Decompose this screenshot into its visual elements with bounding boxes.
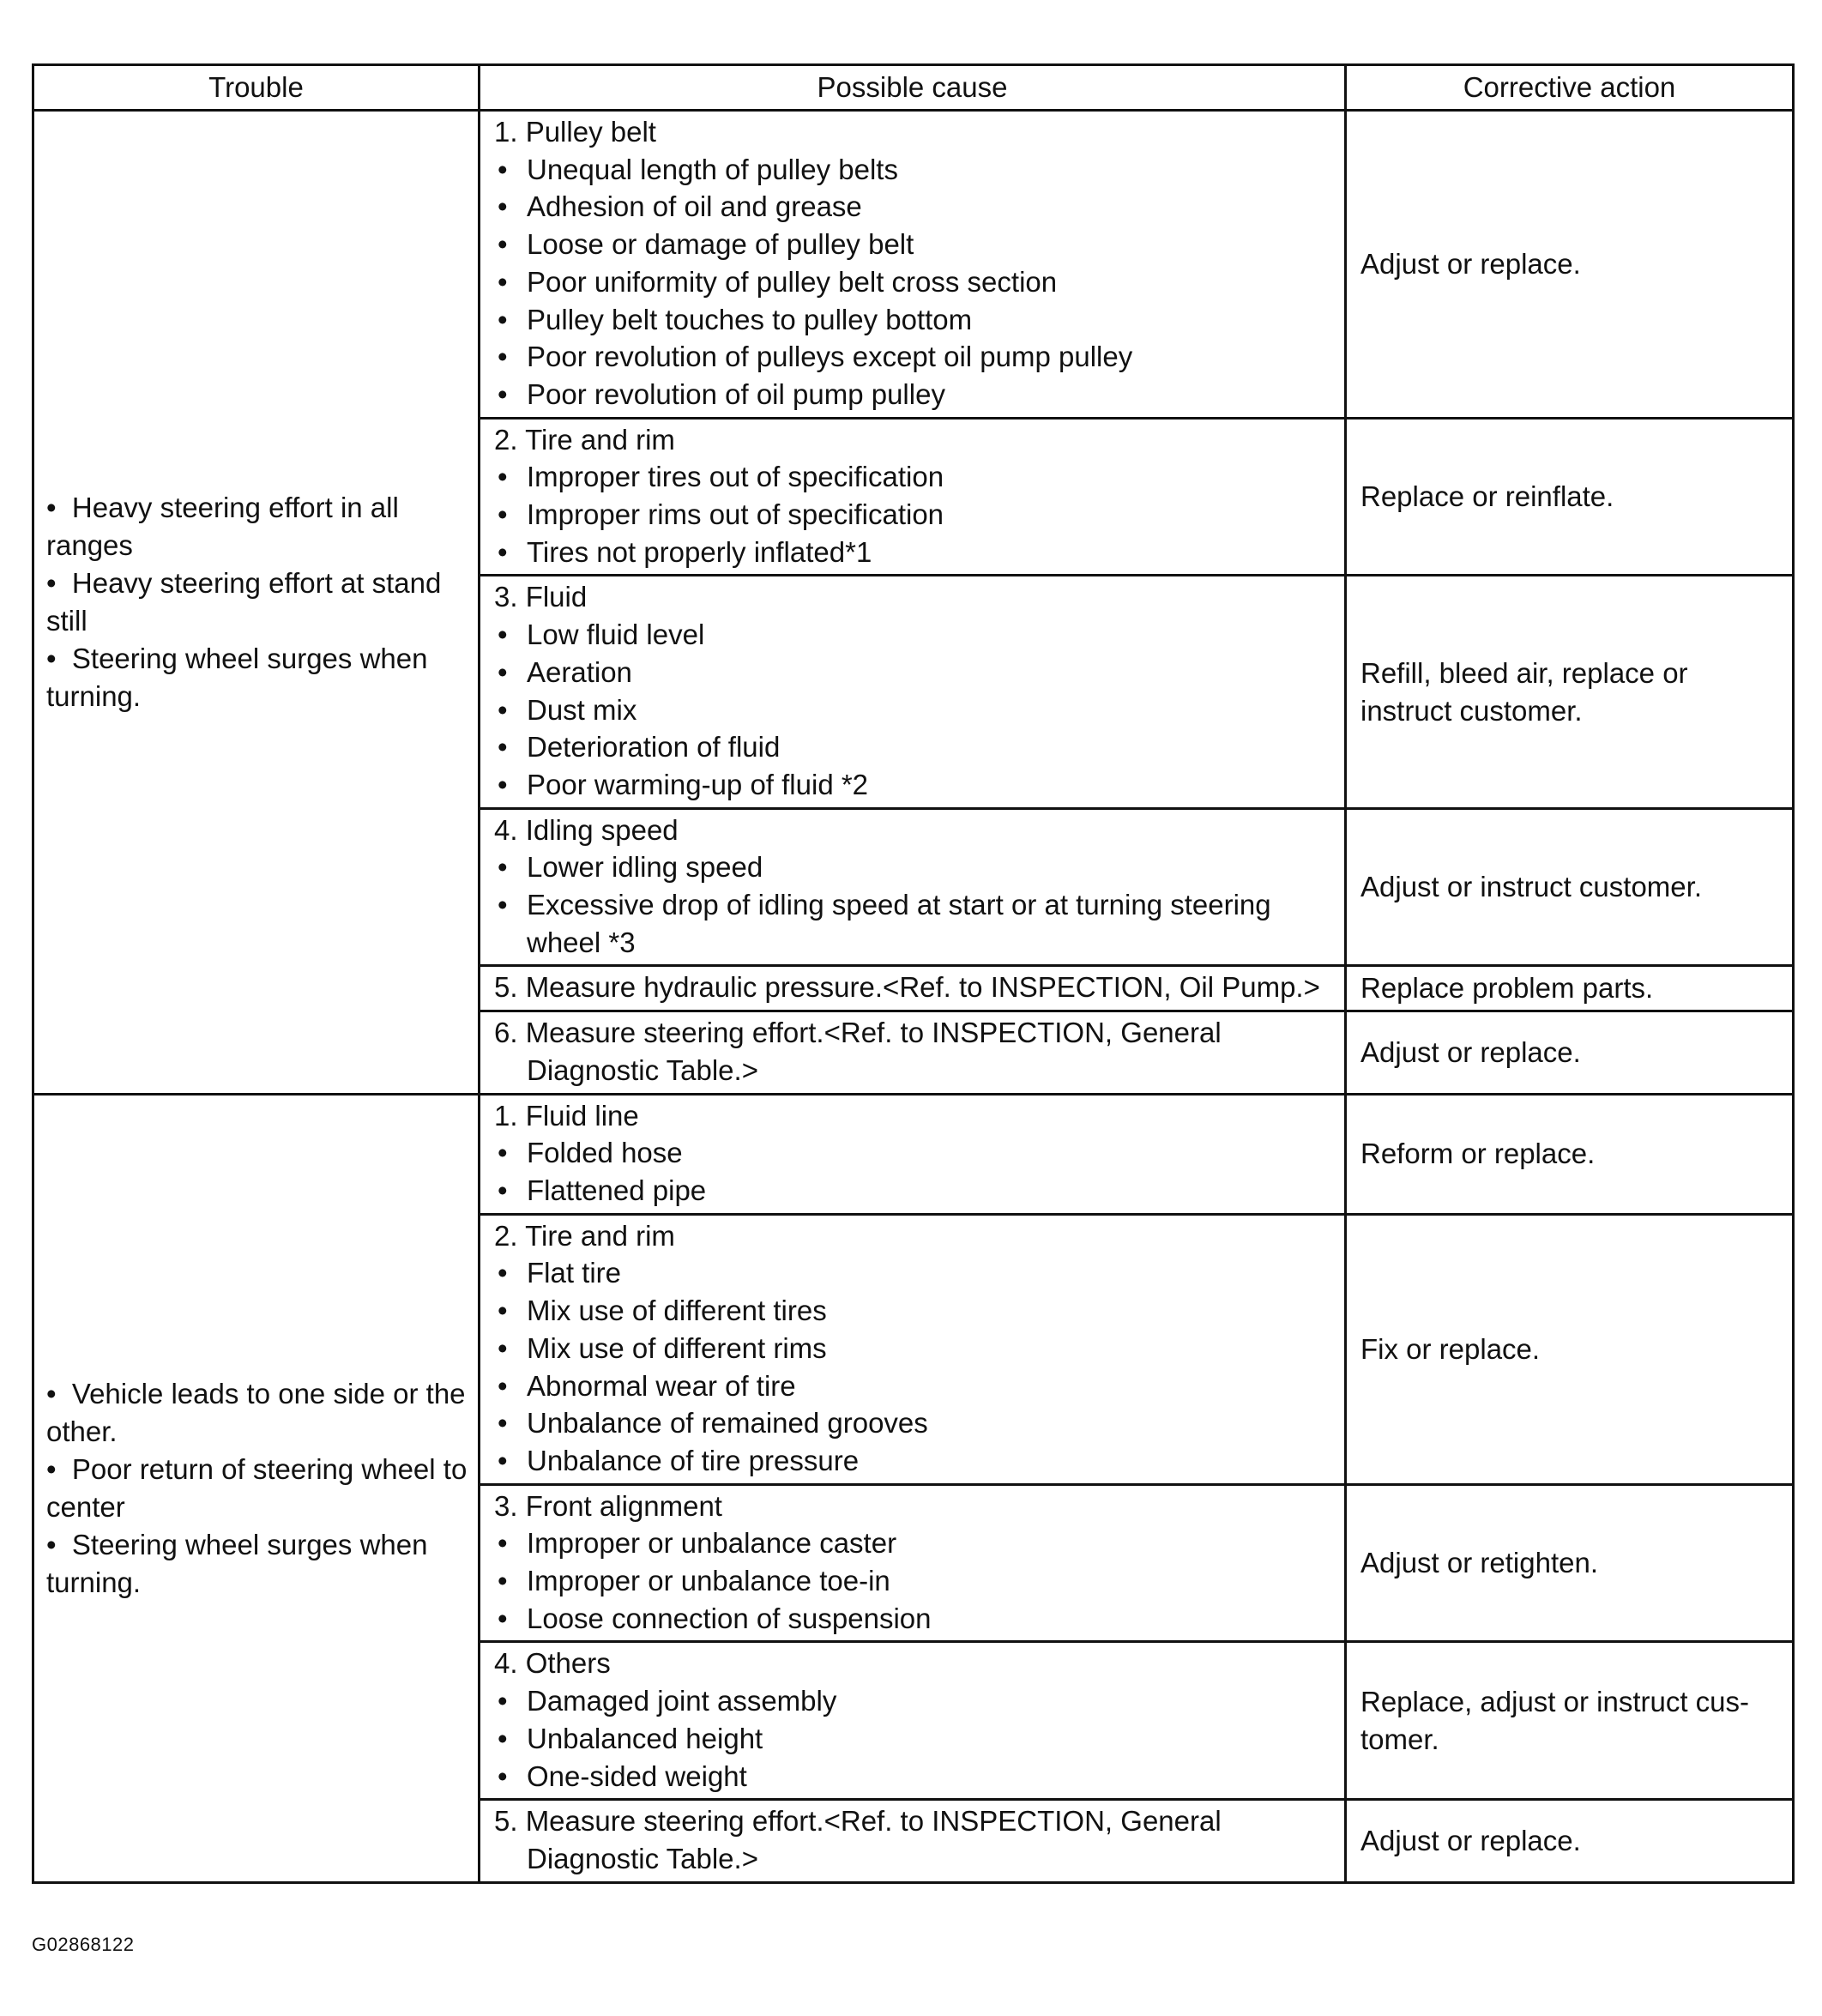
cause-item: • Tires not properly inflated*1 bbox=[494, 534, 1334, 571]
corrective-action-cell: Adjust or retighten. bbox=[1346, 1484, 1794, 1642]
header-trouble: Trouble bbox=[33, 65, 480, 111]
cause-item: • Poor warming-up of fluid *2 bbox=[494, 766, 1334, 804]
corrective-action-cell: Adjust or instruct customer. bbox=[1346, 808, 1794, 966]
header-corrective-action: Corrective action bbox=[1346, 65, 1794, 111]
cause-item: • Aeration bbox=[494, 654, 1334, 691]
trouble-item: • Poor return of steering wheel to center bbox=[46, 1451, 468, 1526]
cause-item: • Poor uniformity of pulley belt cross section bbox=[494, 263, 1334, 301]
cause-cell bbox=[480, 1214, 1346, 1484]
trouble-cell bbox=[33, 111, 480, 1095]
cause-item: • Lower idling speed bbox=[494, 848, 1334, 886]
table-header-row bbox=[33, 65, 1794, 111]
trouble-item: • Vehicle leads to one side or the other. bbox=[46, 1375, 468, 1451]
cause-item: • Adhesion of oil and grease bbox=[494, 188, 1334, 226]
cause-heading: 5. Measure steering effort.<Ref. to INSPECTION, General Diagnostic Table.> bbox=[494, 1805, 1222, 1874]
corrective-action-cell: Refill, bleed air, replace or instruct customer. bbox=[1346, 576, 1794, 808]
cause-item: • Dust mix bbox=[494, 691, 1334, 729]
cause-cell bbox=[480, 808, 1346, 966]
cause-cell bbox=[480, 1011, 1346, 1094]
cause-heading: 4. Others bbox=[494, 1647, 611, 1680]
trouble-item: • Heavy steering effort in all ranges bbox=[46, 489, 468, 564]
cause-item: • Mix use of different rims bbox=[494, 1330, 1334, 1367]
cause-item: • Flat tire bbox=[494, 1254, 1334, 1292]
table-row bbox=[33, 1094, 1794, 1214]
cause-item: • Improper rims out of specification bbox=[494, 496, 1334, 534]
cause-item: • Abnormal wear of tire bbox=[494, 1367, 1334, 1405]
corrective-action-cell: Fix or replace. bbox=[1346, 1214, 1794, 1484]
cause-cell bbox=[480, 966, 1346, 1011]
cause-item: • Pulley belt touches to pulley bottom bbox=[494, 301, 1334, 339]
cause-cell bbox=[480, 111, 1346, 419]
corrective-action-cell: Replace or reinflate. bbox=[1346, 418, 1794, 576]
cause-item: • One-sided weight bbox=[494, 1758, 1334, 1796]
corrective-action-cell: Adjust or replace. bbox=[1346, 1800, 1794, 1882]
cause-item: • Deterioration of fluid bbox=[494, 728, 1334, 766]
trouble-cell bbox=[33, 1094, 480, 1882]
cause-item: • Flattened pipe bbox=[494, 1172, 1334, 1210]
corrective-action-cell: Adjust or replace. bbox=[1346, 111, 1794, 419]
cause-item: • Loose connection of suspension bbox=[494, 1600, 1334, 1638]
corrective-action-cell: Replace problem parts. bbox=[1346, 966, 1794, 1011]
cause-heading: 4. Idling speed bbox=[494, 813, 679, 846]
cause-cell bbox=[480, 576, 1346, 808]
diagnostic-table bbox=[32, 63, 1795, 1884]
cause-item: • Damaged joint assembly bbox=[494, 1682, 1334, 1720]
cause-item: • Unequal length of pulley belts bbox=[494, 151, 1334, 189]
cause-item: • Poor revolution of pulleys except oil pump pulley bbox=[494, 338, 1334, 376]
cause-item: • Unbalanced height bbox=[494, 1720, 1334, 1758]
corrective-action-cell: Replace, adjust or instruct cus-tomer. bbox=[1346, 1642, 1794, 1800]
header-possible-cause: Possible cause bbox=[480, 65, 1346, 111]
cause-item: • Low fluid level bbox=[494, 616, 1334, 654]
cause-item: • Poor revolution of oil pump pulley bbox=[494, 376, 1334, 413]
cause-heading: 3. Fluid bbox=[494, 581, 588, 613]
cause-cell bbox=[480, 1484, 1346, 1642]
corrective-action-cell: Adjust or replace. bbox=[1346, 1011, 1794, 1094]
table-body bbox=[33, 111, 1794, 1883]
cause-item: • Improper or unbalance toe-in bbox=[494, 1562, 1334, 1600]
trouble-item: • Heavy steering effort at stand still bbox=[46, 564, 468, 640]
cause-item: • Folded hose bbox=[494, 1134, 1334, 1172]
corrective-action-cell: Reform or replace. bbox=[1346, 1094, 1794, 1214]
cause-heading: 1. Pulley belt bbox=[494, 116, 656, 148]
table-row bbox=[33, 111, 1794, 419]
cause-heading: 2. Tire and rim bbox=[494, 423, 675, 456]
cause-cell bbox=[480, 1642, 1346, 1800]
cause-cell bbox=[480, 1094, 1346, 1214]
cause-item: • Unbalance of remained grooves bbox=[494, 1404, 1334, 1442]
cause-item: • Mix use of different tires bbox=[494, 1292, 1334, 1330]
trouble-item: • Steering wheel surges when turning. bbox=[46, 1526, 468, 1602]
cause-heading: 2. Tire and rim bbox=[494, 1219, 675, 1252]
cause-item: • Excessive drop of idling speed at start or at turning steering wheel *3 bbox=[494, 886, 1334, 961]
cause-cell bbox=[480, 418, 1346, 576]
trouble-item: • Steering wheel surges when turning. bbox=[46, 640, 468, 715]
cause-item: • Unbalance of tire pressure bbox=[494, 1442, 1334, 1480]
cause-heading: 3. Front alignment bbox=[494, 1489, 722, 1522]
cause-heading: 1. Fluid line bbox=[494, 1099, 639, 1132]
cause-item: • Loose or damage of pulley belt bbox=[494, 226, 1334, 263]
cause-cell bbox=[480, 1800, 1346, 1882]
cause-heading: 5. Measure hydraulic pressure.<Ref. to INSPECTION, Oil Pump.> bbox=[494, 971, 1320, 1004]
cause-item: • Improper or unbalance caster bbox=[494, 1524, 1334, 1562]
cause-heading: 6. Measure steering effort.<Ref. to INSPECTION, General Diagnostic Table.> bbox=[494, 1017, 1222, 1086]
figure-code: G02868122 bbox=[32, 1934, 135, 1955]
cause-item: • Improper tires out of specification bbox=[494, 458, 1334, 496]
